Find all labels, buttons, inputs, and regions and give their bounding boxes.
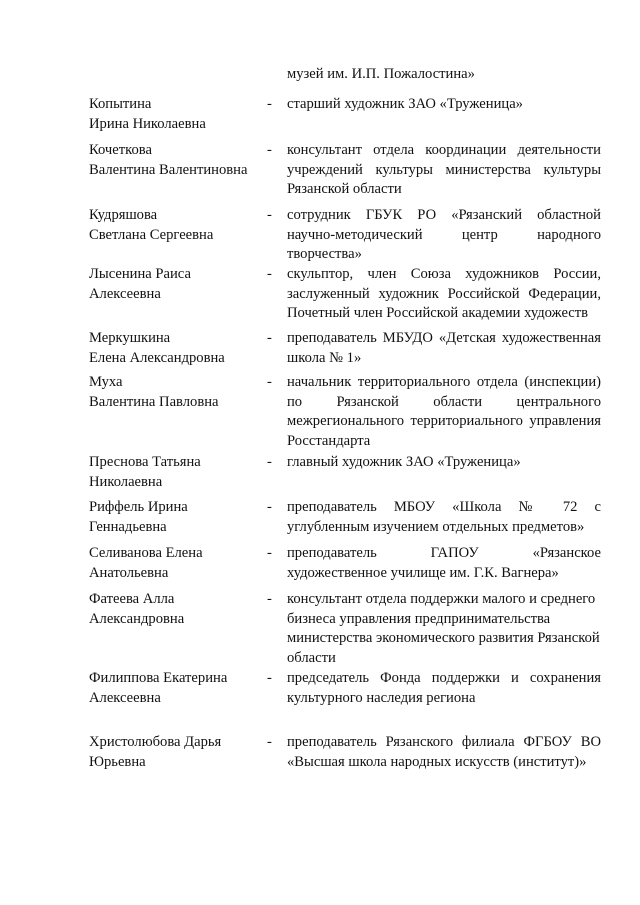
member-name: Копытина Ирина Николаевна	[89, 96, 206, 132]
member-role: преподаватель МБОУ «Школа № 72 с углубленным изучением отдельных предметов»	[287, 499, 601, 535]
member-name: Кочеткова Валентина Валентиновна	[89, 142, 248, 178]
member-name: Риффель Ирина Геннадьевна	[89, 499, 188, 535]
member-role: скульптор, член Союза художников России, заслуженный художник Российской Федерации, Почетный член Российской академии художеств	[287, 266, 601, 321]
member-role: председатель Фонда поддержки и сохранения культурного наследия региона	[287, 670, 601, 706]
dash-separator: -	[267, 330, 272, 346]
dash-separator: -	[267, 734, 272, 750]
member-role: главный художник ЗАО «Труженица»	[287, 454, 521, 470]
dash-separator: -	[267, 207, 272, 223]
member-name: Филиппова Екатерина Алексеевна	[89, 670, 228, 706]
member-name: Меркушкина Елена Александровна	[89, 330, 225, 366]
dash-separator: -	[267, 374, 272, 390]
dash-separator: -	[267, 454, 272, 470]
member-role: преподаватель ГАПОУ «Рязанское художественное училище им. Г.К. Вагнера»	[287, 545, 601, 581]
member-role: начальник территориального отдела (инспекции) по Рязанской области центрального межрегионального территориального управления Росстандарта	[287, 374, 601, 449]
dash-separator: -	[267, 499, 272, 515]
member-role: преподаватель МБУДО «Детская художественная школа № 1»	[287, 330, 601, 366]
member-name: Преснова Татьяна Николаевна	[89, 454, 201, 490]
member-name: Христолюбова Дарья Юрьевна	[89, 734, 222, 770]
member-role: преподаватель Рязанского филиала ФГБОУ ВО «Высшая школа народных искусств (институт)»	[287, 734, 601, 770]
dash-separator: -	[267, 545, 272, 561]
member-name: Муха Валентина Павловна	[89, 374, 219, 410]
continuation-text: музей им. И.П. Пожалостина»	[287, 66, 475, 82]
member-name: Лысенина Раиса Алексеевна	[89, 266, 191, 302]
member-name: Селиванова Елена Анатольевна	[89, 545, 203, 581]
dash-separator: -	[267, 266, 272, 282]
member-name: Кудряшова Светлана Сергеевна	[89, 207, 214, 243]
member-role: сотрудник ГБУК РО «Рязанский областной научно-методический центр народного творчества»	[287, 207, 601, 262]
dash-separator: -	[267, 96, 272, 112]
dash-separator: -	[267, 142, 272, 158]
dash-separator: -	[267, 591, 272, 607]
member-name: Фатеева Алла Александровна	[89, 591, 185, 627]
member-role: консультант отдела координации деятельности учреждений культуры министерства культуры Рязанской области	[287, 142, 601, 197]
member-role: старший художник ЗАО «Труженица»	[287, 96, 523, 112]
dash-separator: -	[267, 670, 272, 686]
member-role: консультант отдела поддержки малого и среднего бизнеса управления предпринимательства министерства экономического развития Рязанской области	[287, 591, 600, 666]
